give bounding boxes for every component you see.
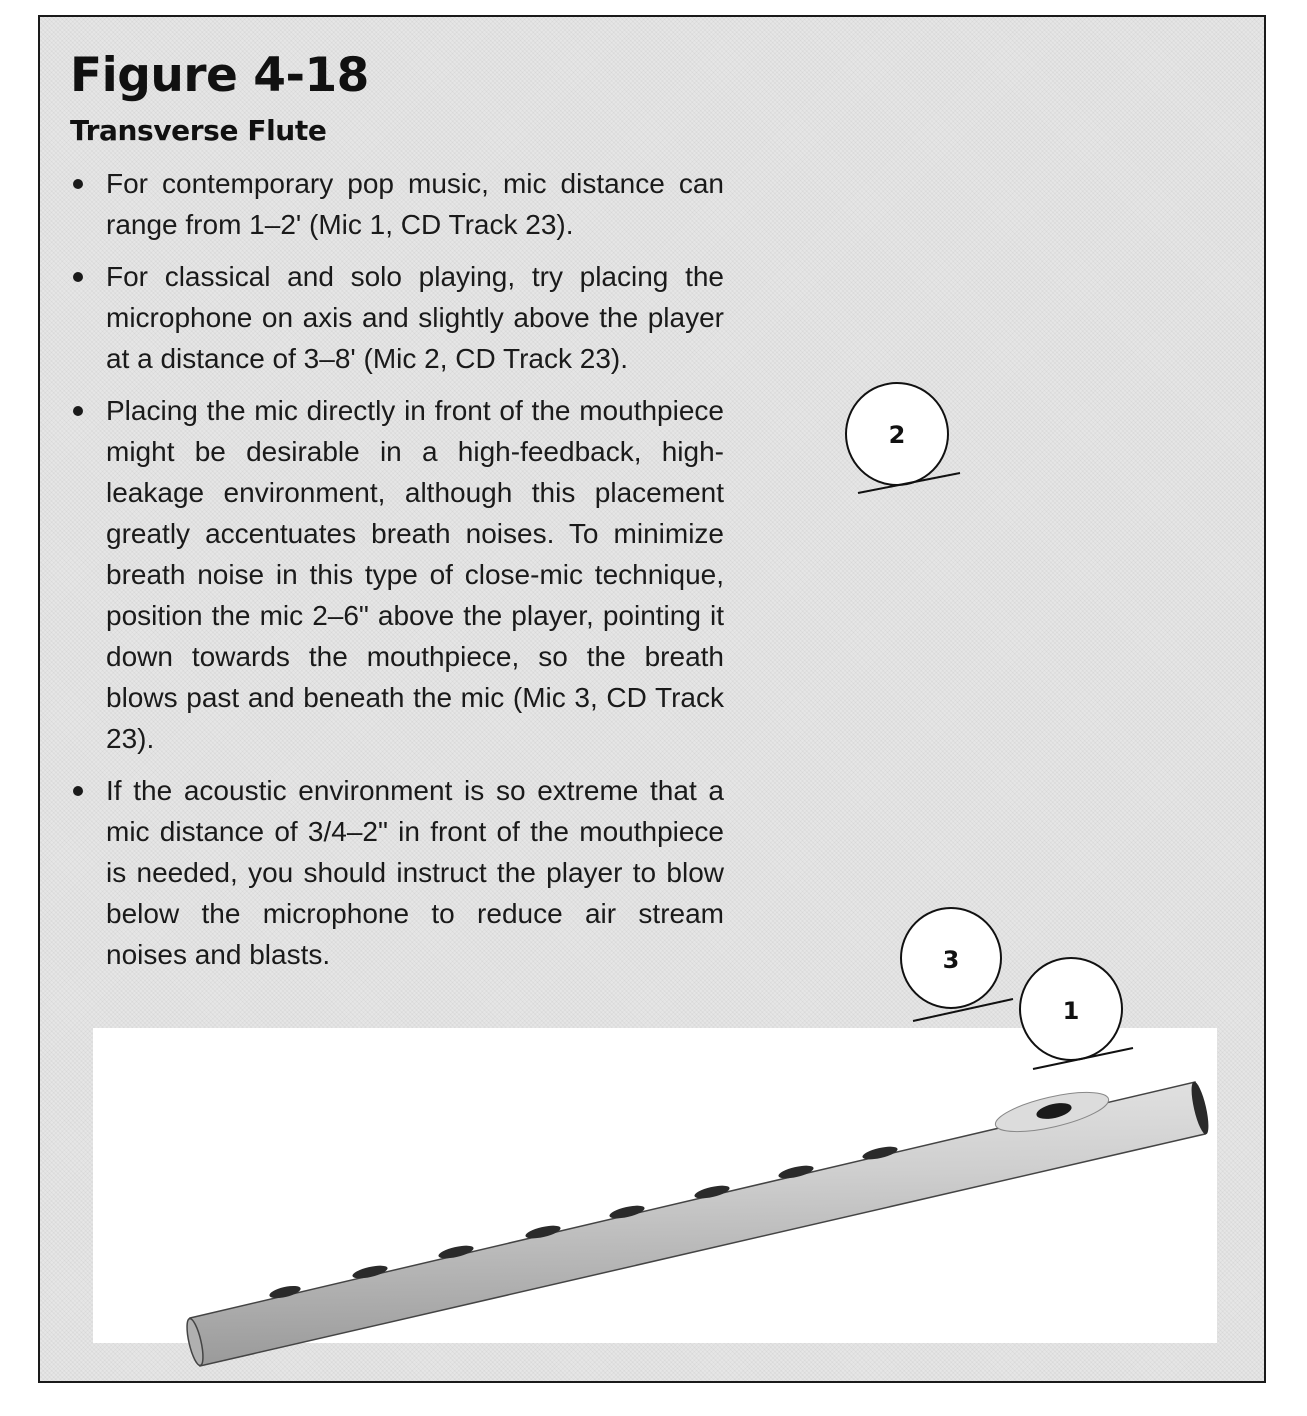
bullet-text: For contemporary pop music, mic distance can range from 1–2' (Mic 1, CD Track 23). [106, 168, 724, 240]
mic-2-label: 2 [888, 421, 906, 449]
mic-1-label: 1 [1062, 997, 1080, 1025]
bullet-text: If the acoustic environment is so extreme that a mic distance of 3/4–2" in front of the mouthpiece is needed, you should instruct the player to blow below the microphone to reduce air stream noises and blasts. [106, 775, 724, 970]
bullet-text: For classical and solo playing, try placing the microphone on axis and slightly above the player at a distance of 3–8' (Mic 2, CD Track 23). [106, 261, 724, 374]
bullet-text: Placing the mic directly in front of the mouthpiece might be desirable in a high-feedback, high-leakage environment, although this placement greatly accentuates breath noises. To minimize breath noise in this type of close-mic technique, position the mic 2–6" above the player, pointing it down towards the mouthpiece, so the breath blows past and beneath the mic (Mic 3, CD Track 23). [106, 395, 724, 754]
figure-title: Figure 4-18 [70, 48, 369, 103]
mic-2-icon [846, 383, 960, 493]
mic-3-label: 3 [942, 946, 960, 974]
figure-subtitle: Transverse Flute [70, 114, 327, 147]
mic-1-icon [1020, 958, 1133, 1069]
mic-3-icon [901, 908, 1013, 1021]
flute-icon [184, 1080, 1212, 1366]
